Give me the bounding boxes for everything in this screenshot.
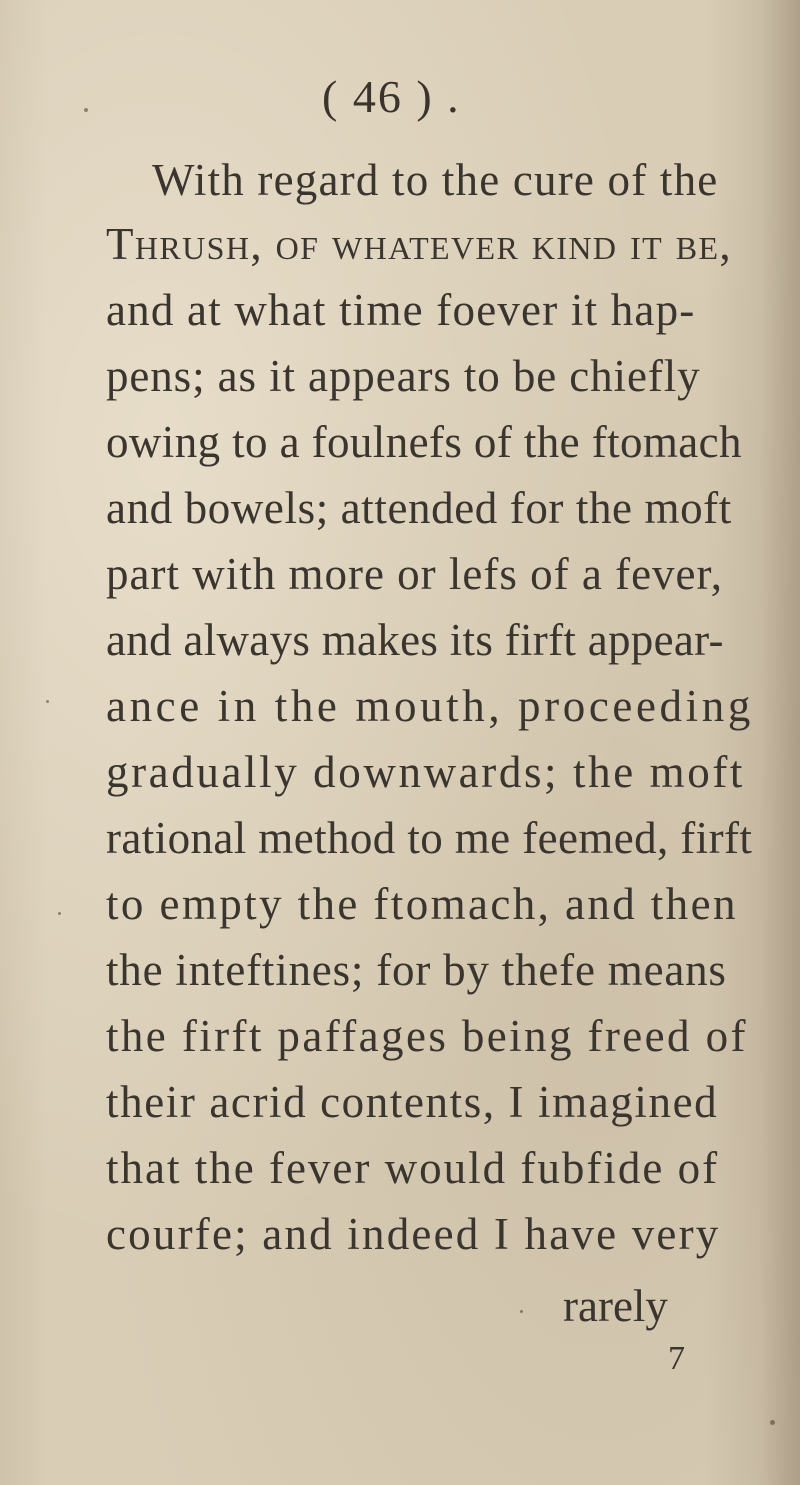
text-line-15: their acrid contents, I imagined [106, 1077, 719, 1127]
text-line-5: owing to a foulnefs of the ftomach [106, 417, 742, 467]
text-line-16: that the fever would fubfide of [106, 1143, 720, 1193]
paper-speck [58, 912, 61, 915]
text-line-17: courfe; and indeed I have very [106, 1209, 721, 1259]
paper-speck [46, 700, 49, 703]
paper-speck [84, 108, 88, 112]
text-line-9: ance in the mouth, proceeding [106, 681, 754, 731]
text-line-1: With regard to the cure of the [152, 155, 719, 205]
text-line-13: the inteftines; for by thefe means [106, 945, 727, 995]
text-line-7: part with more or lefs of a fever, [106, 549, 723, 599]
text-line-4: pens; as it appears to be chiefly [106, 351, 701, 401]
page-edge-shadow [760, 0, 800, 1485]
page-number: ( 46 ) . [322, 71, 461, 122]
text-line-10: gradually downwards; the moft [106, 747, 746, 797]
catchword: rarely [563, 1281, 668, 1331]
paper-speck [520, 1310, 523, 1313]
text-line-14: the firft paffages being freed of [106, 1011, 748, 1061]
text-line-2: Thrush, of whatever kind it be, [106, 219, 733, 269]
signature-mark: 7 [668, 1340, 686, 1377]
text-line-6: and bowels; attended for the moft [106, 483, 732, 533]
text-line-11: rational method to me feemed, firft [106, 813, 753, 863]
text-line-3: and at what time foever it hap- [106, 285, 696, 335]
text-line-8: and always makes its firft appear- [106, 615, 724, 665]
text-line-12: to empty the ftomach, and then [106, 879, 738, 929]
